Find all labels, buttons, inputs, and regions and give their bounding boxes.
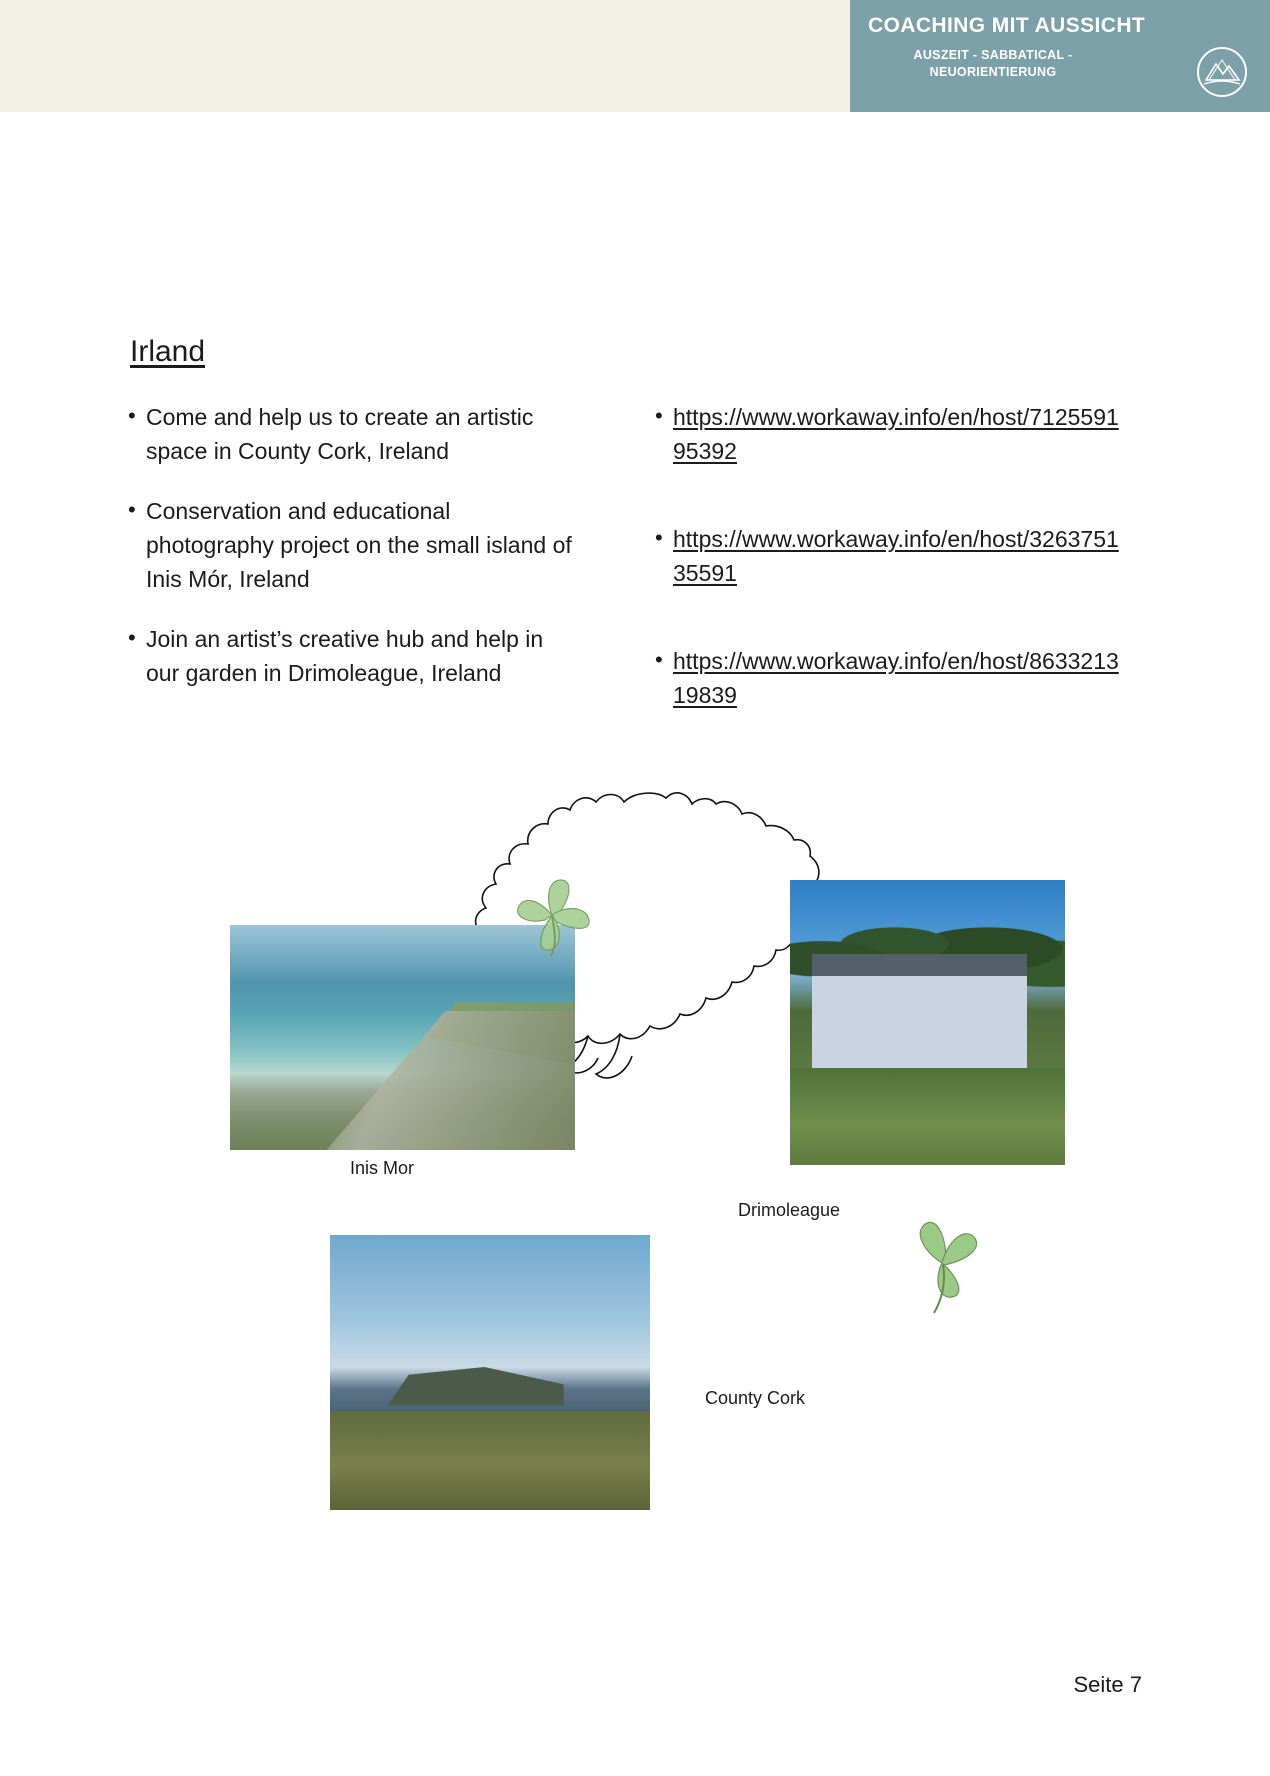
list-item (655, 522, 1125, 590)
link-list (655, 400, 1125, 740)
bullet-icon: • (655, 403, 663, 428)
list-item (655, 400, 1125, 468)
bullet-icon: • (128, 497, 136, 522)
workaway-link[interactable]: https://www.workaway.info/en/host/326375135591 (673, 526, 1119, 586)
photo-drimoleague (790, 880, 1065, 1165)
workaway-link[interactable]: https://www.workaway.info/en/host/712559195392 (673, 404, 1119, 464)
caption-county-cork: County Cork (705, 1388, 806, 1408)
four-leaf-clover-icon (495, 860, 610, 980)
bullet-icon: • (655, 525, 663, 550)
page-title: Irland (130, 335, 206, 368)
description-text: Conservation and educational photography project on the small island of Inis Mór, Ireland (146, 498, 572, 592)
list-item (128, 400, 578, 468)
caption-drimoleague: Drimoleague (738, 1200, 841, 1220)
shamrock-icon (890, 1205, 995, 1330)
brand-logo-block (850, 0, 1270, 112)
bullet-icon: • (655, 647, 663, 672)
description-text: Join an artist’s creative hub and help in our garden in Drimoleague, Ireland (146, 626, 544, 686)
photo-county-cork (330, 1235, 650, 1510)
description-text: Come and help us to create an artistic space in County Cork, Ireland (146, 404, 534, 464)
description-list (128, 400, 578, 718)
list-item (655, 644, 1125, 712)
brand-subtitle: AUSZEIT - SABBATICAL - NEUORIENTIERUNG (913, 48, 1073, 79)
mountain-circle-icon (1196, 46, 1248, 98)
ireland-collage (0, 760, 1270, 1640)
list-item (128, 494, 578, 596)
workaway-link[interactable]: https://www.workaway.info/en/host/863321319839 (673, 648, 1119, 708)
bullet-icon: • (128, 403, 136, 428)
caption-inis-mor: Inis Mor (350, 1158, 415, 1178)
list-item (128, 622, 578, 690)
header-band (0, 0, 1270, 112)
brand-title: COACHING MIT AUSSICHT (868, 14, 1146, 37)
bullet-icon: • (128, 625, 136, 650)
page-number: Seite 7 (1073, 1672, 1142, 1697)
